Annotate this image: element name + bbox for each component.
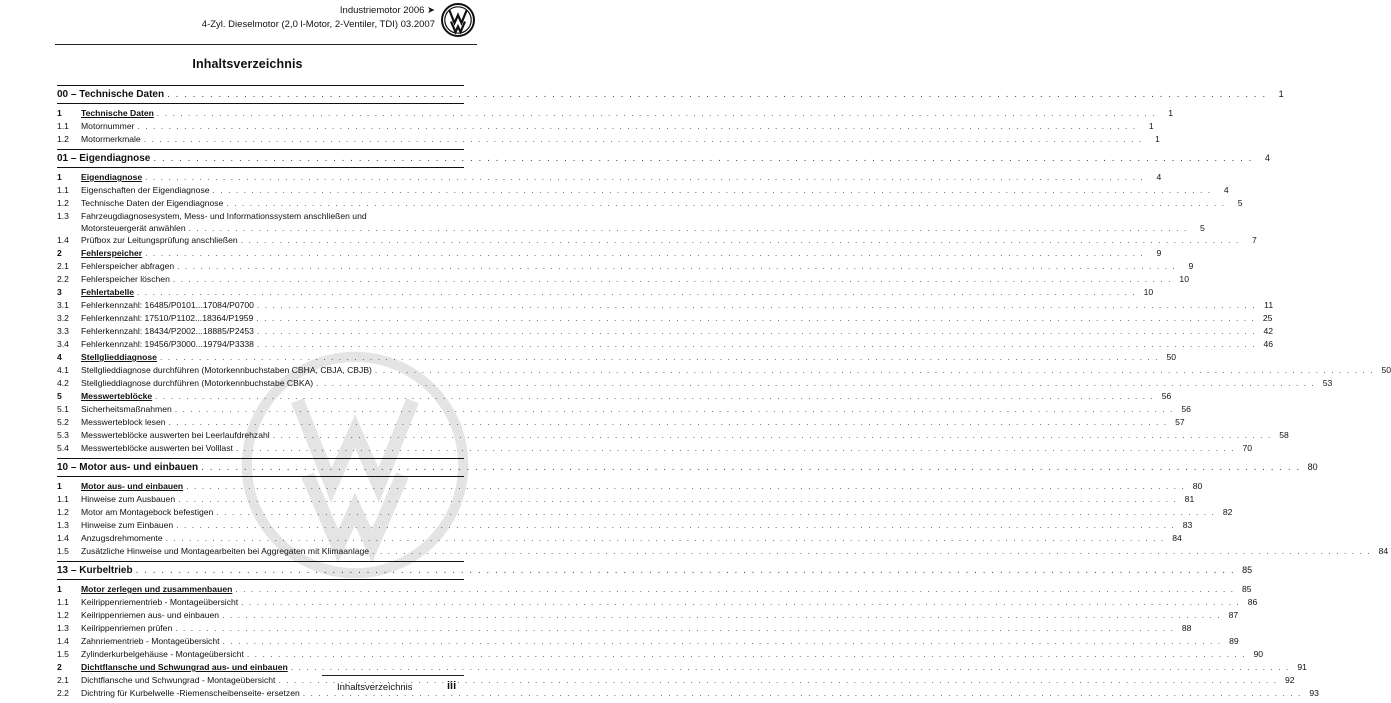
entry-number: 1 bbox=[57, 481, 62, 491]
dot-leader bbox=[223, 635, 1222, 648]
toc-entry[interactable] bbox=[57, 120, 1154, 133]
entry-title: Motormerkmale bbox=[81, 134, 141, 144]
section-page-number: 1 bbox=[1278, 89, 1284, 99]
vw-logo bbox=[441, 3, 475, 37]
toc-chapter-entry[interactable] bbox=[57, 661, 1307, 674]
dot-leader bbox=[175, 622, 1174, 635]
entry-number: 1.1 bbox=[57, 185, 69, 195]
toc-entry[interactable] bbox=[57, 184, 1229, 197]
toc-chapter-entry[interactable] bbox=[57, 351, 1177, 364]
dot-leader bbox=[213, 184, 1212, 197]
dot-leader bbox=[157, 107, 1156, 120]
entry-page-number: 10 bbox=[1179, 274, 1189, 284]
entry-number: 1.1 bbox=[57, 494, 69, 504]
toc-entry[interactable] bbox=[57, 596, 1258, 609]
entry-page-number: 56 bbox=[1161, 391, 1172, 401]
entry-title: Stellglieddiagnose bbox=[81, 352, 157, 362]
section-title: 10 – Motor aus- und einbauen bbox=[57, 462, 199, 473]
entry-page-number: 42 bbox=[1263, 326, 1274, 336]
dot-leader bbox=[178, 493, 1177, 506]
entry-title: Anzugsdrehmomente bbox=[81, 533, 163, 543]
dot-leader bbox=[155, 390, 1154, 403]
entry-title: Eigendiagnose bbox=[81, 172, 143, 182]
entry-title: Fehlertabelle bbox=[81, 287, 135, 297]
toc-section bbox=[57, 561, 1319, 700]
toc-entry[interactable] bbox=[57, 416, 1185, 429]
entry-number: 2.1 bbox=[57, 675, 69, 685]
entry-number: 3.2 bbox=[57, 313, 69, 323]
dot-leader bbox=[144, 133, 1143, 146]
section-page-number: 80 bbox=[1307, 462, 1318, 472]
entry-title: Fehlerkennzahl: 19456/P3000...19794/P3338 bbox=[81, 339, 254, 349]
entry-number: 1.4 bbox=[57, 235, 69, 245]
entry-title: Stellglieddiagnose durchführen (Motorkennbuchstabe CBKA) bbox=[81, 378, 314, 388]
footer-page-number: iii bbox=[447, 680, 457, 692]
toc-section bbox=[57, 458, 1389, 558]
dot-leader bbox=[175, 403, 1174, 416]
entry-title: Zylinderkurbelgehäuse - Montageübersicht bbox=[81, 649, 244, 659]
toc-chapter-entry[interactable] bbox=[57, 171, 1162, 184]
entry-title: Technische Daten der Eigendiagnose bbox=[81, 198, 224, 208]
entry-number: 5.2 bbox=[57, 417, 69, 427]
entry-title-continued: Motorsteuergerät anwählen bbox=[81, 223, 186, 233]
entry-number: 1.2 bbox=[57, 134, 69, 144]
dot-leader bbox=[273, 429, 1272, 442]
dot-leader bbox=[226, 197, 1225, 210]
entry-title: Technische Daten bbox=[81, 108, 154, 118]
entry-title: Motor aus- und einbauen bbox=[81, 481, 184, 491]
entry-title: Stellglieddiagnose durchführen (Motorkennbuchstaben CBHA, CBJA, CBJB) bbox=[81, 365, 372, 375]
entry-page-number: 50 bbox=[1166, 352, 1177, 362]
entry-title: Keilrippenriemen prüfen bbox=[81, 623, 173, 633]
entry-page-number: 25 bbox=[1262, 313, 1273, 323]
dot-leader bbox=[160, 351, 1159, 364]
entry-page-number: 1 bbox=[1168, 108, 1174, 118]
entry-page-number: 82 bbox=[1222, 507, 1233, 517]
entry-title: Fahrzeugdiagnosesystem, Mess- und Informationssystem anschließen und bbox=[81, 211, 367, 221]
entry-number: 5.3 bbox=[57, 430, 69, 440]
entry-page-number: 50 bbox=[1381, 365, 1391, 375]
entry-page-number: 46 bbox=[1263, 339, 1274, 349]
entry-title: Zahnriementrieb - Montageübersicht bbox=[81, 636, 220, 646]
entry-title: Fehlerspeicher abfragen bbox=[81, 261, 175, 271]
dot-leader bbox=[136, 562, 1236, 579]
entry-page-number: 5 bbox=[1199, 223, 1205, 233]
entry-page-number: 90 bbox=[1253, 649, 1264, 659]
dot-leader bbox=[189, 223, 1188, 234]
entry-title: Dichtflansche und Schwungrad aus- und einbauen bbox=[81, 662, 288, 672]
toc-entry[interactable] bbox=[57, 635, 1239, 648]
entry-number: 2.2 bbox=[57, 688, 69, 698]
entry-number: 3.1 bbox=[57, 300, 69, 310]
dot-leader bbox=[291, 661, 1290, 674]
entry-number: 1.4 bbox=[57, 636, 69, 646]
dot-leader bbox=[236, 442, 1235, 455]
entry-number: 1.3 bbox=[57, 211, 69, 221]
entry-page-number: 87 bbox=[1228, 610, 1239, 620]
entry-number: 1.5 bbox=[57, 649, 69, 659]
entry-number: 1 bbox=[57, 584, 62, 594]
entry-number: 2 bbox=[57, 662, 62, 672]
header-engine-description: 4-Zyl. Dieselmotor (2,0 l-Motor, 2-Ventiler, TDI) 03.2007 bbox=[201, 19, 435, 30]
toc-entry[interactable] bbox=[57, 442, 1253, 455]
toc-entry[interactable] bbox=[57, 312, 1273, 325]
dot-leader bbox=[166, 532, 1165, 545]
dot-leader bbox=[257, 338, 1256, 351]
toc-entry[interactable] bbox=[57, 338, 1274, 351]
dot-leader bbox=[372, 545, 1371, 558]
toc-entry[interactable] bbox=[57, 260, 1194, 273]
entry-page-number: 83 bbox=[1182, 520, 1193, 530]
toc-entry[interactable] bbox=[57, 519, 1193, 532]
entry-title: Eigenschaften der Eigendiagnose bbox=[81, 185, 210, 195]
dot-leader bbox=[186, 480, 1185, 493]
toc-entry[interactable] bbox=[57, 210, 1205, 234]
dot-leader bbox=[247, 648, 1246, 661]
entry-number: 3 bbox=[57, 287, 62, 297]
entry-number: 1.5 bbox=[57, 546, 69, 556]
entry-number: 1.4 bbox=[57, 533, 69, 543]
entry-number: 3.3 bbox=[57, 326, 69, 336]
toc-chapter-entry[interactable] bbox=[57, 480, 1203, 493]
dot-leader bbox=[316, 377, 1315, 390]
section-page-number: 4 bbox=[1264, 153, 1270, 163]
entry-title: Hinweise zum Ausbauen bbox=[81, 494, 176, 504]
dot-leader bbox=[201, 459, 1301, 476]
entry-title: Keilrippenriementrieb - Montageübersicht bbox=[81, 597, 239, 607]
toc-section-heading[interactable] bbox=[57, 85, 1284, 104]
entry-page-number: 91 bbox=[1297, 662, 1307, 672]
entry-page-number: 86 bbox=[1247, 597, 1258, 607]
entry-number: 5 bbox=[57, 391, 62, 401]
entry-page-number: 1 bbox=[1155, 134, 1160, 144]
toc-entry[interactable] bbox=[57, 622, 1192, 635]
header-divider bbox=[55, 44, 477, 45]
entry-title: Motor am Montagebock befestigen bbox=[81, 507, 214, 517]
entry-page-number: 84 bbox=[1378, 546, 1389, 556]
entry-title: Dichtflansche und Schwungrad - Montageübersicht bbox=[81, 675, 276, 685]
entry-number: 4.2 bbox=[57, 378, 69, 388]
dot-leader bbox=[137, 286, 1136, 299]
toc-entry[interactable] bbox=[57, 429, 1289, 442]
entry-page-number: 58 bbox=[1279, 430, 1289, 440]
toc-entry[interactable] bbox=[57, 325, 1274, 338]
toc-chapter-entry[interactable] bbox=[57, 247, 1162, 260]
toc-section bbox=[57, 85, 1284, 146]
dot-leader bbox=[145, 171, 1144, 184]
toc-chapter-entry[interactable] bbox=[57, 286, 1154, 299]
entry-page-number: 10 bbox=[1143, 287, 1154, 297]
dot-leader bbox=[256, 312, 1255, 325]
entry-number: 1.2 bbox=[57, 198, 69, 208]
toc-entry[interactable] bbox=[57, 648, 1264, 661]
entry-number: 1.3 bbox=[57, 520, 69, 530]
entry-page-number: 89 bbox=[1229, 636, 1239, 646]
entry-title: Sicherheitsmaßnahmen bbox=[81, 404, 172, 414]
toc-entry[interactable] bbox=[57, 506, 1233, 519]
entry-page-number: 93 bbox=[1309, 688, 1319, 698]
entry-page-number: 9 bbox=[1156, 248, 1162, 258]
toc-chapter-entry[interactable] bbox=[57, 390, 1172, 403]
entry-page-number: 9 bbox=[1188, 261, 1194, 271]
dot-leader bbox=[167, 86, 1267, 103]
entry-page-number: 4 bbox=[1223, 185, 1229, 195]
entry-title: Messwerteblöcke bbox=[81, 391, 153, 401]
entry-page-number: 1 bbox=[1148, 121, 1154, 131]
entry-number: 1.1 bbox=[57, 597, 69, 607]
entry-page-number: 53 bbox=[1322, 378, 1333, 388]
toc-entry[interactable] bbox=[57, 273, 1189, 286]
entry-page-number: 57 bbox=[1175, 417, 1185, 427]
dot-leader bbox=[153, 150, 1253, 167]
dot-leader bbox=[375, 364, 1374, 377]
entry-title: Messwerteblock lesen bbox=[81, 417, 166, 427]
entry-number: 2.1 bbox=[57, 261, 69, 271]
dot-leader bbox=[241, 234, 1240, 247]
entry-title: Zusätzliche Hinweise und Montagearbeiten bei Aggregaten mit Klimaanlage bbox=[81, 546, 370, 556]
section-title: 13 – Kurbeltrieb bbox=[57, 565, 133, 576]
entry-title: Messwerteblöcke auswerten bei Leerlaufdrehzahl bbox=[81, 430, 270, 440]
entry-title: Hinweise zum Einbauen bbox=[81, 520, 174, 530]
entry-page-number: 7 bbox=[1252, 235, 1257, 245]
footer-label: Inhaltsverzeichnis bbox=[337, 682, 413, 693]
entry-page-number: 56 bbox=[1181, 404, 1191, 414]
entry-number: 1.1 bbox=[57, 121, 69, 131]
entry-number: 1.2 bbox=[57, 610, 69, 620]
toc-entry[interactable] bbox=[57, 609, 1239, 622]
entry-number: 4.1 bbox=[57, 365, 69, 375]
dot-leader bbox=[145, 247, 1144, 260]
dot-leader bbox=[235, 583, 1234, 596]
toc-entry[interactable] bbox=[57, 364, 1391, 377]
toc-entry[interactable] bbox=[57, 403, 1191, 416]
toc-section-heading[interactable] bbox=[57, 561, 1253, 580]
entry-number: 5.1 bbox=[57, 404, 69, 414]
toc-section bbox=[57, 149, 1391, 455]
toc-entry[interactable] bbox=[57, 197, 1243, 210]
entry-page-number: 4 bbox=[1156, 172, 1162, 182]
entry-page-number: 81 bbox=[1184, 494, 1195, 504]
page-title: Inhaltsverzeichnis bbox=[192, 57, 303, 71]
section-title: 01 – Eigendiagnose bbox=[57, 153, 151, 164]
section-page-number: 85 bbox=[1242, 565, 1253, 575]
entry-number: 4 bbox=[57, 352, 62, 362]
entry-number: 1 bbox=[57, 172, 62, 182]
entry-title: Fehlerkennzahl: 16485/P0101...17084/P0700 bbox=[81, 300, 254, 310]
entry-page-number: 80 bbox=[1192, 481, 1203, 491]
entry-number: 5.4 bbox=[57, 443, 69, 453]
toc-entry[interactable] bbox=[57, 234, 1257, 247]
entry-title: Fehlerspeicher löschen bbox=[81, 274, 170, 284]
toc-entry[interactable] bbox=[57, 493, 1195, 506]
entry-title: Dichtring für Kurbelwelle -Riemenscheibenseite- ersetzen bbox=[81, 688, 300, 698]
entry-page-number: 92 bbox=[1285, 675, 1295, 685]
dot-leader bbox=[222, 609, 1221, 622]
entry-page-number: 84 bbox=[1172, 533, 1182, 543]
toc-chapter-entry[interactable] bbox=[57, 583, 1252, 596]
dot-leader bbox=[257, 325, 1256, 338]
entry-number: 3.4 bbox=[57, 339, 69, 349]
dot-leader bbox=[176, 519, 1175, 532]
dot-leader bbox=[257, 299, 1256, 312]
entry-number: 1 bbox=[57, 108, 62, 118]
dot-leader bbox=[137, 120, 1136, 133]
entry-number: 2 bbox=[57, 248, 62, 258]
dot-leader bbox=[169, 416, 1168, 429]
dot-leader bbox=[241, 596, 1240, 609]
entry-page-number: 70 bbox=[1242, 443, 1253, 453]
entry-page-number: 11 bbox=[1264, 300, 1274, 310]
header-manual-title: Industriemotor 2006 ➤ bbox=[339, 5, 435, 16]
table-of-contents bbox=[57, 85, 1391, 703]
entry-title: Fehlerspeicher bbox=[81, 248, 143, 258]
toc-section-heading[interactable] bbox=[57, 149, 1270, 168]
toc-entry[interactable] bbox=[57, 377, 1333, 390]
entry-title: Prüfbox zur Leitungsprüfung anschließen bbox=[81, 235, 238, 245]
entry-page-number: 88 bbox=[1181, 623, 1192, 633]
entry-number: 2.2 bbox=[57, 274, 69, 284]
entry-number: 1.2 bbox=[57, 507, 69, 517]
dot-leader bbox=[173, 273, 1172, 286]
toc-chapter-entry[interactable] bbox=[57, 107, 1174, 120]
entry-page-number: 85 bbox=[1241, 584, 1252, 594]
toc-entry[interactable] bbox=[57, 299, 1274, 312]
entry-title: Motor zerlegen und zusammenbauen bbox=[81, 584, 233, 594]
entry-page-number: 5 bbox=[1237, 198, 1243, 208]
section-title: 00 – Technische Daten bbox=[57, 89, 165, 100]
dot-leader bbox=[216, 506, 1215, 519]
toc-section-heading[interactable] bbox=[57, 458, 1318, 477]
footer-divider bbox=[322, 675, 464, 676]
entry-title: Motornummer bbox=[81, 121, 135, 131]
toc-entry[interactable] bbox=[57, 133, 1160, 146]
toc-entry[interactable] bbox=[57, 532, 1182, 545]
dot-leader bbox=[177, 260, 1176, 273]
entry-title: Fehlerkennzahl: 17510/P1102...18364/P1959 bbox=[81, 313, 254, 323]
entry-number: 1.3 bbox=[57, 623, 69, 633]
entry-title: Fehlerkennzahl: 18434/P2002...18885/P2453 bbox=[81, 326, 254, 336]
toc-entry[interactable] bbox=[57, 545, 1389, 558]
entry-title: Keilrippenriemen aus- und einbauen bbox=[81, 610, 220, 620]
entry-title: Messwerteblöcke auswerten bei Volllast bbox=[81, 443, 233, 453]
